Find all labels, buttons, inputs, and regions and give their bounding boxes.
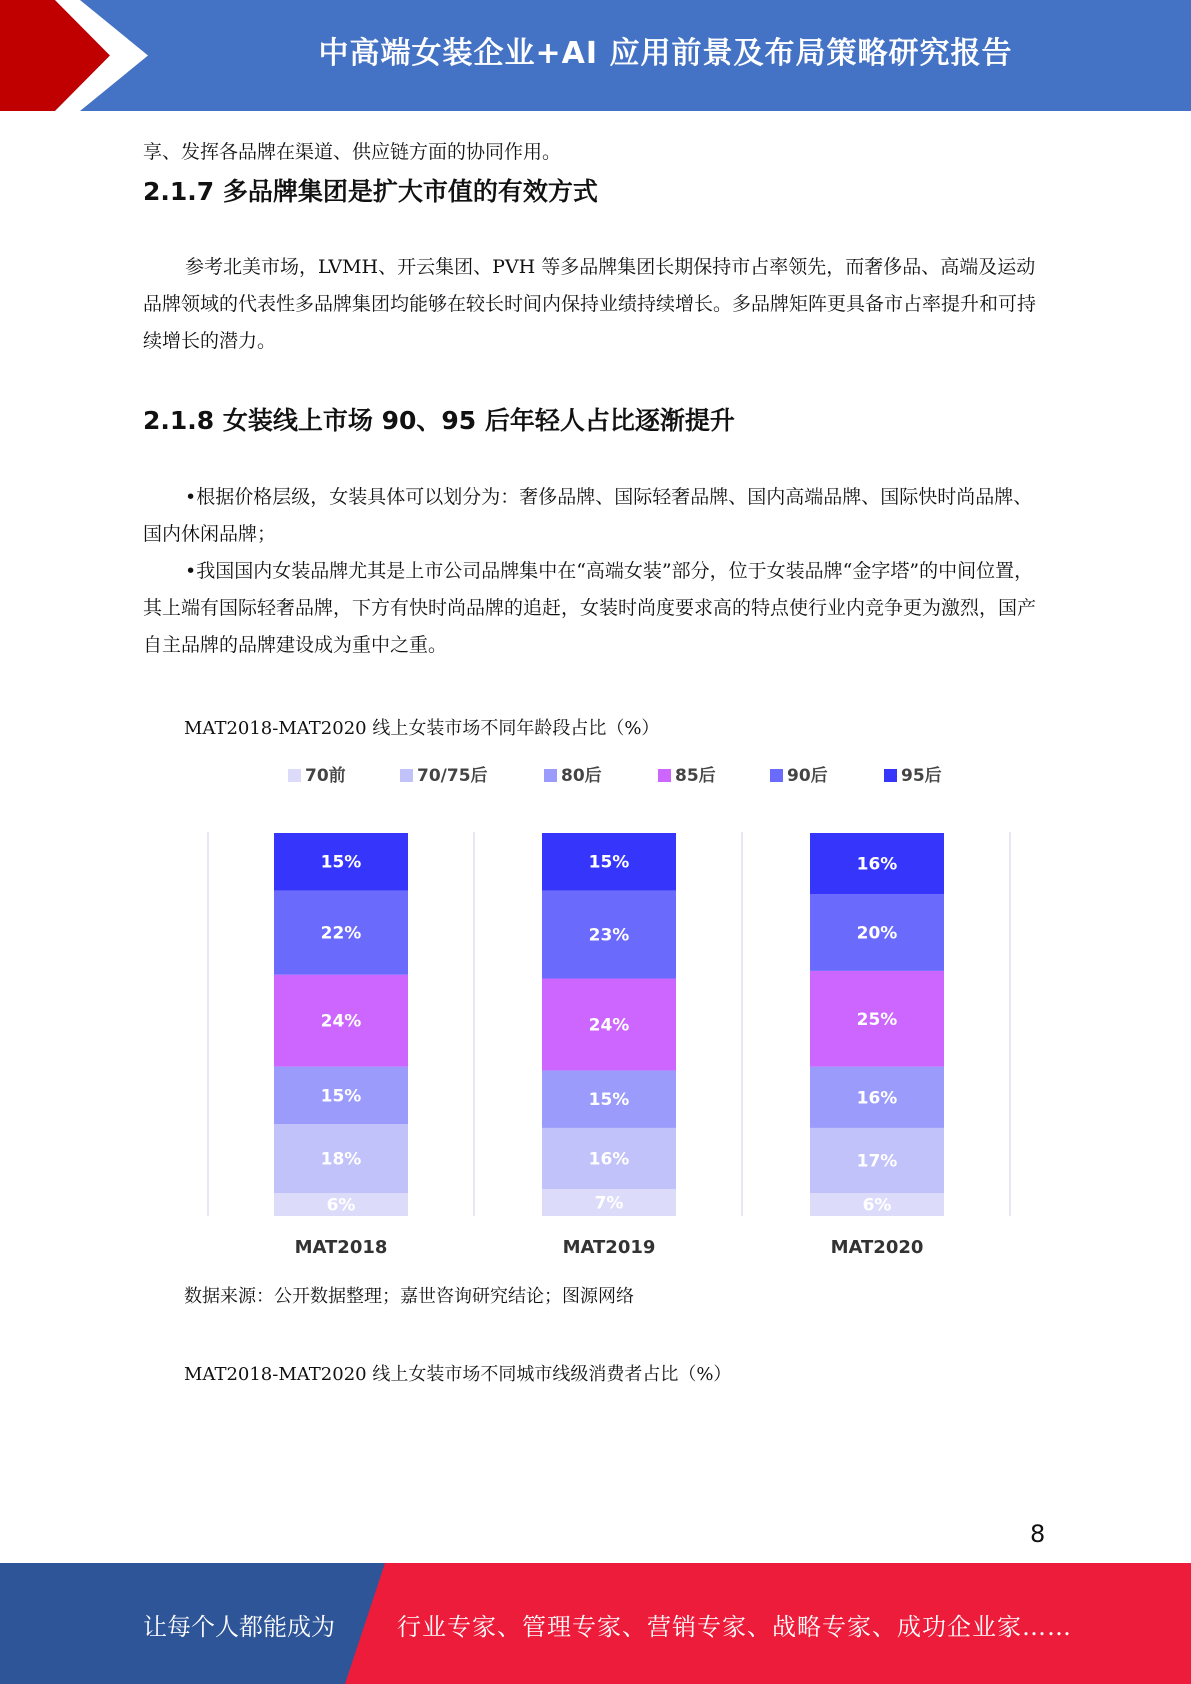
legend-label: 85后 <box>675 766 716 786</box>
legend-swatch <box>544 769 557 782</box>
page-header <box>0 0 1191 111</box>
legend-swatch <box>400 769 413 782</box>
data-label: 6% <box>862 1195 892 1216</box>
legend-label: 80后 <box>561 766 602 786</box>
data-label: 6% <box>326 1195 356 1216</box>
data-label: 25% <box>856 1009 898 1030</box>
legend-label: 70/75后 <box>417 766 488 786</box>
source-note: 数据来源：公开数据整理；嘉世咨询研究结论；图源网络 <box>184 1286 634 1307</box>
legend-label: 90后 <box>787 766 828 786</box>
x-axis-tick-label: MAT2018 <box>294 1237 388 1258</box>
data-label: 22% <box>320 923 362 944</box>
data-label: 15% <box>320 1086 362 1107</box>
report-title: 中高端女装企业+AI 应用前景及布局策略研究报告 <box>318 36 1013 71</box>
legend-swatch <box>884 769 897 782</box>
section-heading-2-1-7: 2.1.7 多品牌集团是扩大市值的有效方式 <box>143 177 598 206</box>
continuation-text: 享、发挥各品牌在渠道、供应链方面的协同作用。 <box>143 141 562 163</box>
x-axis-tick-label: MAT2020 <box>830 1237 924 1258</box>
age-share-stacked-bar-chart <box>190 750 1030 1270</box>
data-label: 24% <box>320 1011 362 1032</box>
bullet-paragraph-1: •根据价格层级，女装具体可以划分为：奢侈品牌、国际轻奢品牌、国内高端品牌、国际快时尚品牌、国内休闲品牌； <box>143 486 1033 545</box>
legend-swatch <box>770 769 783 782</box>
data-label: 15% <box>588 852 630 873</box>
next-chart-caption: MAT2018-MAT2020 线上女装市场不同城市线级消费者占比（%） <box>184 1364 732 1385</box>
legend-swatch <box>658 769 671 782</box>
page-footer <box>0 1563 1191 1684</box>
chart-caption: MAT2018-MAT2020 线上女装市场不同年龄段占比（%） <box>184 718 660 739</box>
x-axis-tick-label: MAT2019 <box>562 1237 656 1258</box>
footer-slogan: 让每个人都能成为 <box>143 1613 335 1641</box>
data-label: 20% <box>856 923 898 944</box>
data-label: 18% <box>320 1149 362 1170</box>
legend-label: 70前 <box>305 766 346 786</box>
data-label: 15% <box>320 852 362 873</box>
data-label: 17% <box>856 1151 898 1172</box>
data-label: 7% <box>594 1193 624 1214</box>
data-label: 24% <box>588 1015 630 1036</box>
data-label: 16% <box>588 1149 630 1170</box>
header-red-chevron <box>0 0 160 111</box>
data-label: 23% <box>588 925 630 946</box>
section-paragraph-2-1-7: 参考北美市场，LVMH、开云集团、PVH 等多品牌集团长期保持市占率领先，而奢侈品、高端及运动品牌领域的代表性多品牌集团均能够在较长时间内保持业绩持续增长。多品牌矩阵更具备市占率提升和可持续增长的潜力。 <box>143 256 1037 352</box>
legend-swatch <box>288 769 301 782</box>
data-label: 16% <box>856 854 898 875</box>
bullet-paragraph-2: •我国国内女装品牌尤其是上市公司品牌集中在“高端女装”部分，位于女装品牌“金字塔”的中间位置，其上端有国际轻奢品牌，下方有快时尚品牌的追赶，女装时尚度要求高的特点使行业内竞争更为激烈，国产自主品牌的品牌建设成为重中之重。 <box>143 560 1037 656</box>
page-number: 8 <box>1030 1520 1046 1548</box>
data-label: 15% <box>588 1090 630 1111</box>
legend-label: 95后 <box>901 766 942 786</box>
section-heading-2-1-8: 2.1.8 女装线上市场 90、95 后年轻人占比逐渐提升 <box>143 406 735 435</box>
data-label: 16% <box>856 1088 898 1109</box>
footer-experts-list: 行业专家、管理专家、营销专家、战略专家、成功企业家…… <box>397 1613 1072 1641</box>
